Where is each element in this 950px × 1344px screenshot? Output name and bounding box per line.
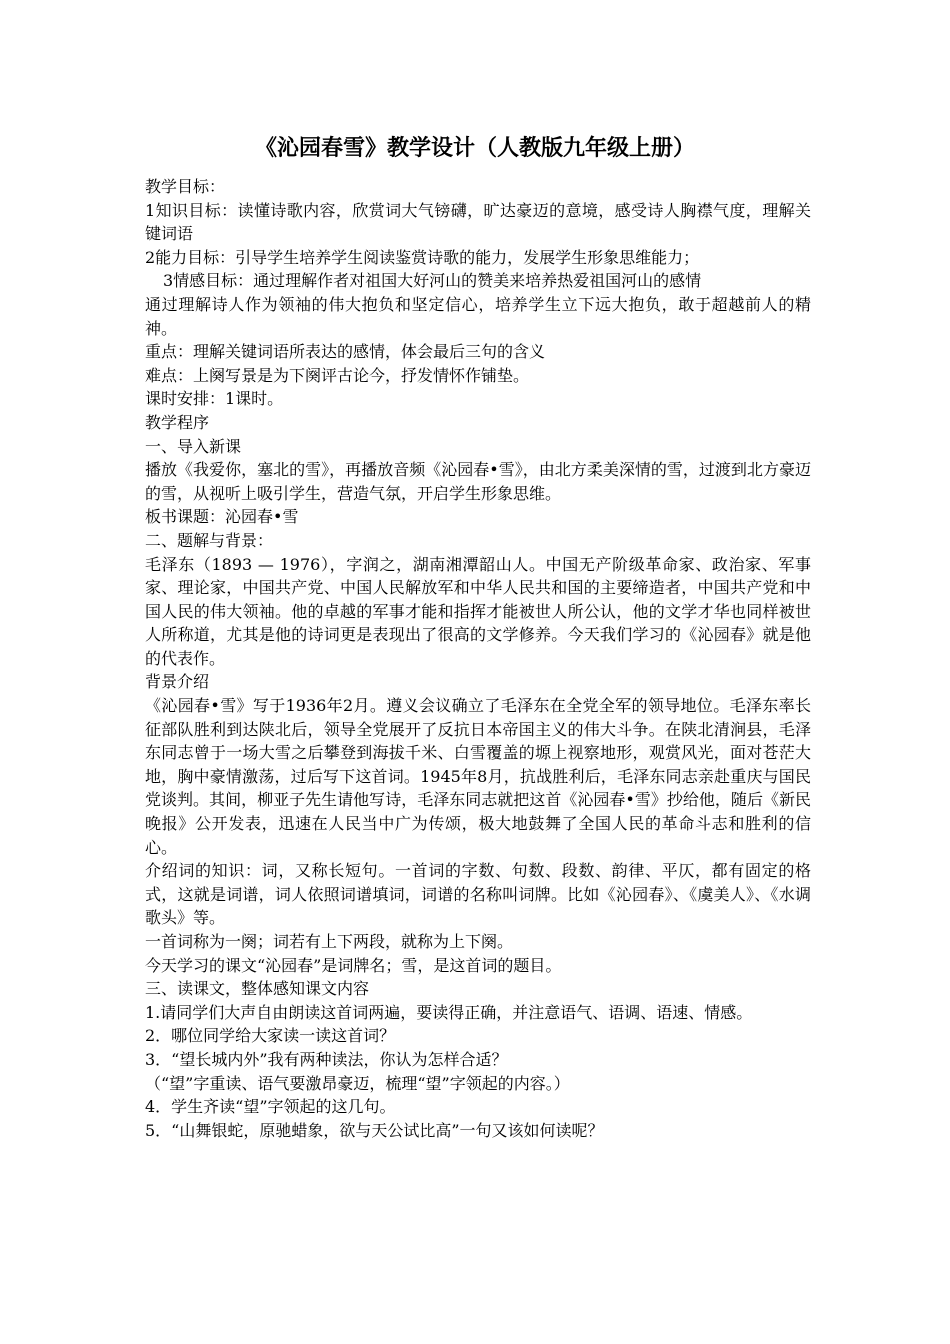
paragraph: 《沁园春•雪》写于1936年2月。遵义会议确立了毛泽东在全党全军的领导地位。毛泽东率长征部队胜利到达陕北后，领导全党展开了反抗日本帝国主义的伟大斗争。在陕北清涧县，毛泽东同志曾于一场大雪之后攀登到海拔千米、白雪覆盖的塬上视察地形，观赏风光，面对苍茫大地，胸中豪情激荡，过后写下这首词。1945年8月，抗战胜利后，毛泽东同志亲赴重庆与国民党谈判。其间，柳亚子先生请他写诗，毛泽东同志就把这首《沁园春•雪》抄给他，随后《新民晚报》公开发表，迅速在人民当中广为传颂，极大地鼓舞了全国人民的革命斗志和胜利的信心。 [145, 696, 811, 857]
paragraph: 难点：上阕写景是为下阕评古论今，抒发情怀作铺垫。 [145, 365, 530, 385]
paragraph: 毛泽东（1893 — 1976），字润之，湖南湘潭韶山人。中国无产阶级革命家、政治家、军事家、理论家，中国共产党、中国人民解放军和中华人民共和国的主要缔造者，中国共产党和中国人民的伟大领袖。他的卓越的军事才能和指挥才能被世人所公认，他的文学才华也同样被世人所称道，尤其是他的诗词更是表现出了很高的文学修养。今天我们学习的《沁园春》就是他的代表作。 [145, 554, 811, 668]
paragraph: 一、导入新课 [145, 436, 242, 456]
paragraph: 板书课题：沁园春•雪 [145, 507, 299, 527]
paragraph: 3．“望长城内外”我有两种读法，你认为怎样合适？ [145, 1049, 508, 1069]
paragraph: 二、题解与背景： [145, 530, 274, 550]
paragraph: 重点：理解关键词语所表达的感情，体会最后三句的含义 [145, 342, 546, 362]
paragraph: 播放《我爱你，塞北的雪》，再播放音频《沁园春•雪》，由北方柔美深情的雪，过渡到北方豪迈的雪，从视听上吸引学生，营造气氛，开启学生形象思维。 [145, 460, 811, 503]
paragraph: 3情感目标：通过理解作者对祖国大好河山的赞美来培养热爱祖国河山的感情 [163, 271, 702, 291]
paragraph: 一首词称为一阕；词若有上下两段，就称为上下阕。 [145, 932, 514, 951]
document-title: 《沁园春雪》教学设计（人教版九年级上册） [254, 135, 695, 161]
paragraph: 通过理解诗人作为领袖的伟大抱负和坚定信心，培养学生立下远大抱负，敢于超越前人的精神。 [145, 294, 811, 338]
paragraph: 课时安排：1课时。 [145, 389, 284, 409]
paragraph: 背景介绍 [145, 672, 210, 692]
document-body [145, 175, 811, 1142]
paragraph: 1.请同学们大声自由朗读这首词两遍，要读得正确，并注意语气、语调、语速、情感。 [145, 1002, 753, 1022]
paragraph: 2．哪位同学给大家读一读这首词？ [145, 1026, 396, 1046]
paragraph: 教学目标： [145, 177, 226, 196]
paragraph: 教学程序 [145, 412, 210, 432]
paragraph: 三、读课文，整体感知课文内容 [145, 979, 370, 999]
paragraph: 5．“山舞银蛇，原驰蜡象，欲与天公试比高”一句又该如何读呢？ [145, 1120, 604, 1140]
paragraph: （“望”字重读、语气要激昂豪迈，梳理“望”字领起的内容。） [145, 1073, 570, 1093]
paragraph: 1知识目标：读懂诗歌内容，欣赏词大气镑礴，旷达豪迈的意境，感受诗人胸襟气度，理解关键词语 [145, 200, 811, 244]
paragraph: 今天学习的课文“沁园春”是词牌名；雪，是这首词的题目。 [145, 955, 562, 975]
paragraph: 2能力目标：引导学生培养学生阅读鉴赏诗歌的能力，发展学生形象思维能力； [145, 247, 700, 267]
paragraph: 介绍词的知识：词，又称长短句。一首词的字数、句数、段数、韵律、平仄，都有固定的格式，这就是词谱，词人依照词谱填词，词谱的名称叫词牌。比如《沁园春》、《虞美人》、《水调歌头》等。 [145, 861, 811, 928]
paragraph: 4．学生齐读“望”字领起的这几句。 [145, 1097, 396, 1117]
